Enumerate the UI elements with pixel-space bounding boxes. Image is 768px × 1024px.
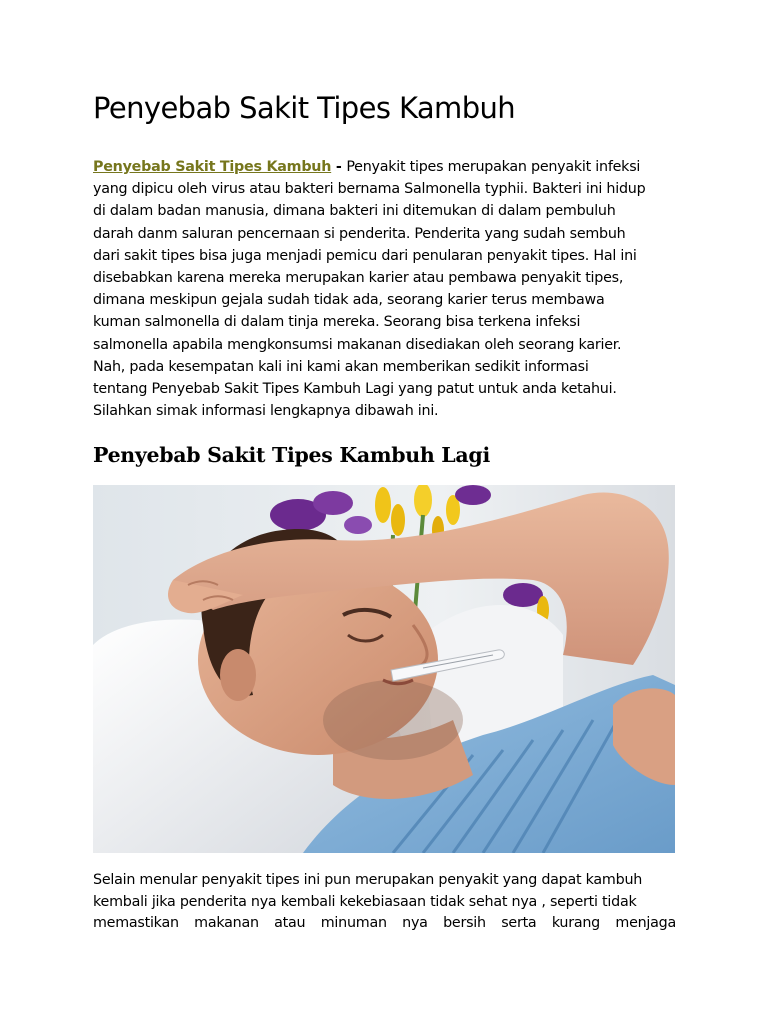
intro-line: dari sakit tipes bisa juga menjadi pemicu dari penularan penyakit tipes. Hal ini [93, 247, 637, 264]
article-title: Penyebab Sakit Tipes Kambuh [93, 91, 516, 125]
intro-line: di dalam badan manusia, dimana bakteri ini ditemukan di dalam pembuluh [93, 203, 616, 220]
title-link[interactable]: Penyebab Sakit Tipes Kambuh [93, 159, 332, 175]
intro-line: darah danm saluran pencernaan si penderita. Penderita yang sudah sembuh [93, 225, 626, 242]
intro-line: tentang Penyebab Sakit Tipes Kambuh Lagi yang patut untuk anda ketahui. [93, 381, 617, 398]
intro-text: Penyakit tipes merupakan penyakit infeksi [346, 159, 641, 175]
intro-paragraph [93, 156, 676, 422]
intro-line: dimana meskipun gejala sudah tidak ada, seorang karier terus membawa [93, 292, 605, 309]
intro-line-1 [93, 156, 676, 178]
intro-line: disebabkan karena mereka merupakan karier atau pembawa penyakit tipes, [93, 270, 624, 287]
body-line: memastikan makanan atau minuman nya bersih serta kurang menjaga [93, 915, 676, 931]
intro-line: yang dipicu oleh virus atau bakteri bernama Salmonella typhii. Bakteri ini hidup [93, 181, 646, 198]
body-line: Selain menular penyakit tipes ini pun merupakan penyakit yang dapat kambuh [93, 872, 643, 888]
section-heading: Penyebab Sakit Tipes Kambuh Lagi [93, 443, 490, 467]
intro-line: Nah, pada kesempatan kali ini kami akan memberikan sedikit informasi [93, 358, 589, 375]
body-line: kembali jika penderita nya kembali kekebiasaan tidak sehat nya , seperti tidak [93, 893, 637, 910]
intro-line: Silahkan simak informasi lengkapnya dibawah ini. [93, 403, 439, 420]
body-paragraph [93, 870, 676, 935]
intro-line: salmonella apabila mengkonsumsi makanan disediakan oleh seorang karier. [93, 336, 622, 353]
lead-separator: - [331, 159, 347, 175]
sick-man-photo [93, 485, 675, 853]
intro-line: kuman salmonella di dalam tinja mereka. Seorang bisa terkena infeksi [93, 314, 581, 331]
